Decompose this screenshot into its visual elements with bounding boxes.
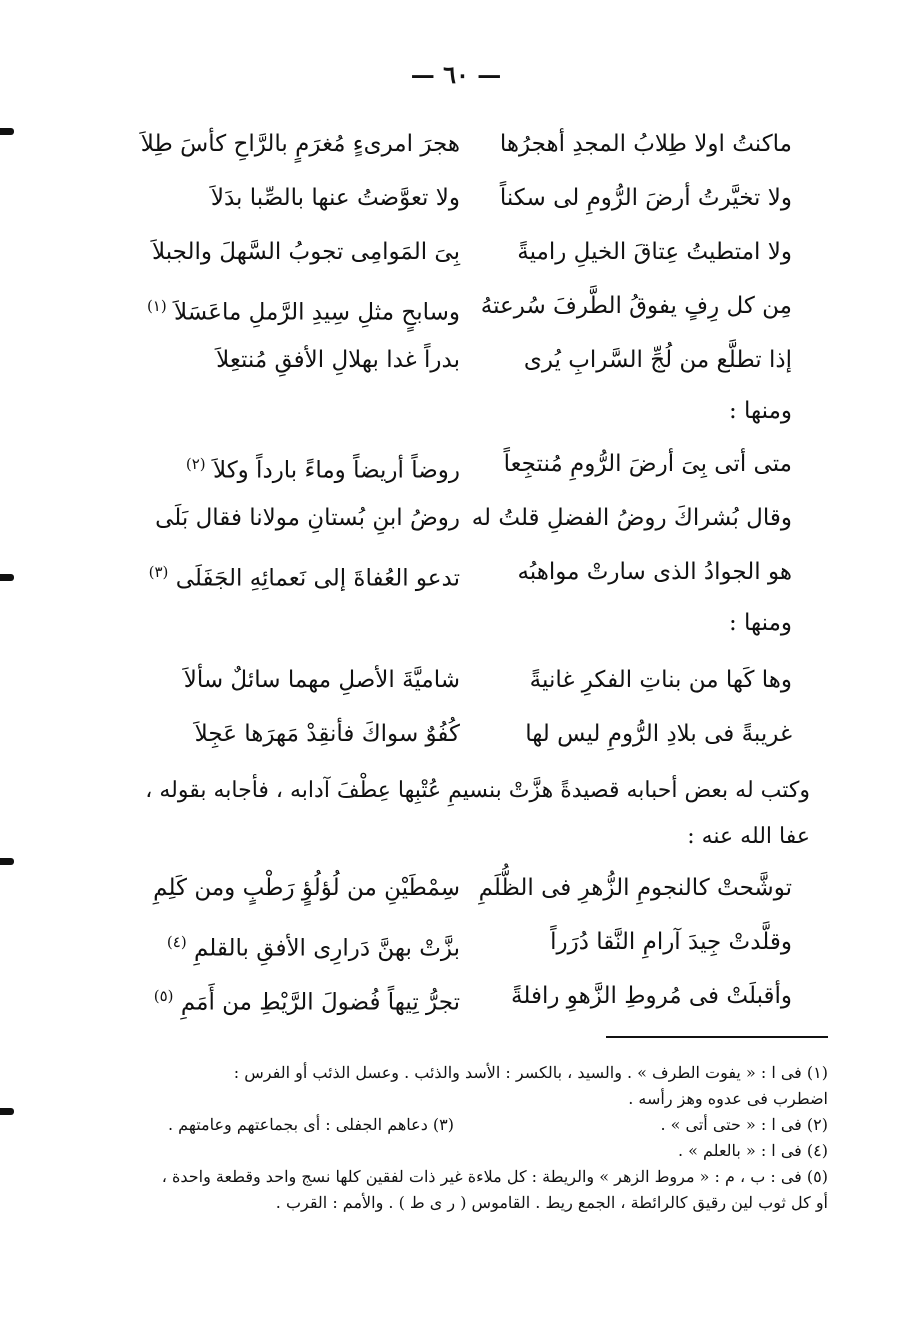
footnote-row: [88, 1112, 828, 1138]
verse-text: تجرُّ تِيهاً فُضولَ الرَّيْطِ من أَمَمِ: [180, 989, 460, 1016]
page-number: — ٦٠ —: [410, 60, 502, 89]
verse-group-3: [120, 660, 792, 768]
verse-line: [120, 178, 792, 232]
margin-mark: [0, 1108, 14, 1115]
verse-line: [120, 714, 792, 768]
footnote-marker: (٣): [148, 563, 169, 581]
verse-hemistich-right: هو الجوادُ الذى سارتْ مواهبُه: [517, 559, 792, 585]
verse-group-1: [120, 124, 792, 394]
verse-hemistich-left: [120, 552, 460, 599]
section-label: ومنها :: [728, 610, 792, 636]
verse-hemistich-left: [120, 444, 460, 491]
footnote-marker: (٢): [185, 455, 206, 473]
verse-hemistich-right: متى أتى بِىَ أرضَ الرُّومِ مُنتجِعاً: [503, 451, 792, 477]
prose-paragraph: وكتب له بعض أحبابه قصيدةً هزَّتْ بنسيمِ عُتْبِها عِطْفَ آدابه ، فأجابه بقوله ، عفا الله عنه :: [145, 778, 810, 849]
margin-mark: [0, 128, 14, 135]
verse-line: [120, 124, 792, 178]
verse-hemistich-left: [120, 922, 460, 969]
verse-group-2: [120, 444, 792, 606]
verse-line: [120, 340, 792, 394]
verse-hemistich-left: سِمْطَيْنِ من لُؤلُؤٍ رَطْبٍ ومن كَلِمِ: [153, 875, 460, 901]
verse-line: [120, 444, 792, 498]
section-label: ومنها :: [728, 398, 792, 424]
verse-line: [120, 868, 792, 922]
verse-hemistich-left: كُفُوٌ سواكَ فأنقِدْ مَهرَها عَجِلاَ: [194, 721, 460, 747]
verse-text: تدعو العُفاةَ إلى نَعمائِهِ الجَفَلَى: [175, 565, 460, 592]
verse-hemistich-left: هجرَ امرىءٍ مُغرَمٍ بالرَّاحِ كأسَ طِلاَ: [140, 131, 460, 157]
verse-hemistich-right: غريبةً فى بلادِ الرُّومِ ليس لها: [525, 721, 792, 747]
verse-line: [120, 498, 792, 552]
verse-line: [120, 232, 792, 286]
footnote-3: (٣) دعاهم الجفلى : أى بجماعتهم وعامتهم .: [168, 1115, 455, 1134]
footnote-5: (٥) فى : ب ، م : « مروط الزهر » والريطة : كل ملاءة غير ذات لفقين كلها نسج واحد وقطعة واحدة ،: [161, 1167, 828, 1186]
verse-hemistich-right: وها كَها من بناتِ الفكرِ غانيةً: [529, 667, 792, 693]
verse-hemistich-right: ماكنتُ اولا طِلابُ المجدِ أهجرُها: [499, 131, 792, 157]
footnote-1: (١) فى ا : « يفوت الطرف » . والسيد ، بالكسر : الأسد والذئب . وعسل الذئب أو الفرس :: [233, 1063, 828, 1082]
verse-hemistich-right: توشَّحتْ كالنجومِ الزُّهرِ فى الظُّلَمِ: [478, 875, 792, 901]
footnote-4: (٤) فى ا : « بالعلم » .: [677, 1141, 828, 1160]
verse-hemistich-right: ولا تخيَّرتُ أرضَ الرُّومِ لى سكناً: [499, 185, 792, 211]
verse-hemistich-right: وقال بُشراكَ روضُ الفضلِ قلتُ له: [471, 505, 792, 531]
verse-line: [120, 660, 792, 714]
margin-mark: [0, 574, 14, 581]
verse-line: [120, 552, 792, 606]
footnote-1-continued: اضطرب فى عدوه وهز رأسه .: [628, 1089, 828, 1108]
footnote-5-continued: أو كل ثوب لين رقيق كالرائطة ، الجمع ريط . القاموس ( ر ى ط ) . والأمم : القرب .: [275, 1193, 828, 1212]
margin-mark: [0, 858, 14, 865]
footnotes: [88, 1060, 828, 1216]
verse-hemistich-left: بدراً غدا بهلالِ الأفقِ مُنتعِلاَ: [216, 347, 460, 373]
verse-text: وسابحٍ مثلِ سِيدِ الرَّملِ ماعَسَلاَ: [174, 299, 460, 326]
verse-group-4: [120, 868, 792, 1030]
verse-hemistich-left: [120, 286, 460, 333]
verse-line: [120, 922, 792, 976]
footnote-marker: (٤): [166, 933, 187, 951]
footnote-marker: (١): [146, 297, 167, 315]
verse-hemistich-left: [120, 976, 460, 1023]
verse-hemistich-right: وأقبلَتْ فى مُروطِ الزَّهوِ رافلةً: [511, 983, 792, 1009]
verse-hemistich-left: شاميَّةَ الأصلِ مهما سائلٌ سألاَ: [183, 667, 460, 693]
verse-hemistich-left: بِىَ المَوامِى تجوبُ السَّهلَ والجبلاَ: [151, 239, 460, 265]
footnote-marker: (٥): [153, 987, 174, 1005]
verse-line: [120, 976, 792, 1030]
verse-hemistich-left: روضُ ابنِ بُستانِ مولانا فقال بَلَى: [155, 505, 460, 531]
verse-text: روضاً أريضاً وماءً بارداً وكلاَ: [212, 457, 460, 484]
verse-hemistich-left: ولا تعوَّضتُ عنها بالصِّبا بدَلاَ: [210, 185, 460, 211]
verse-text: بزَّتْ بهنَّ دَرارِى الأفقِ بالقلمِ: [193, 935, 460, 962]
verse-hemistich-right: ولا امتطيتُ عِتاقَ الخيلِ راميةً: [517, 239, 792, 265]
verse-hemistich-right: مِن كل رِفٍ يفوقُ الطَّرفَ سُرعتهُ: [480, 293, 792, 319]
verse-line: [120, 286, 792, 340]
footnote-divider: [606, 1036, 828, 1038]
footnote-2: (٢) فى ا : « حتى أتى » .: [660, 1115, 828, 1134]
verse-hemistich-right: وقلَّدتْ جِيدَ آرامِ النَّقا دُرَراً: [550, 929, 792, 955]
verse-hemistich-right: إذا تطلَّع من لُجِّ السَّرابِ يُرى: [523, 347, 792, 373]
